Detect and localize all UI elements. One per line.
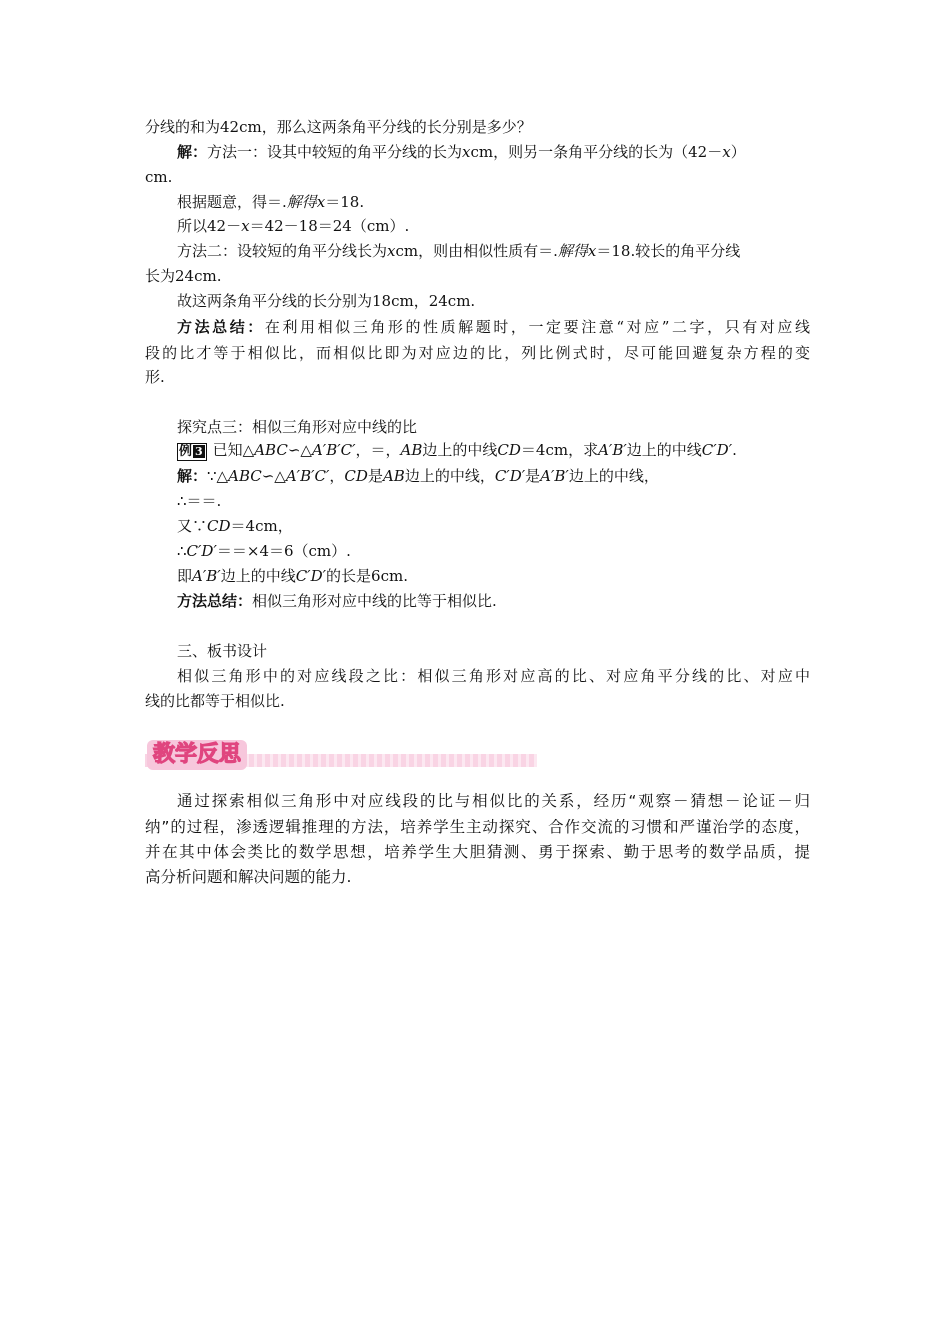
- banner-title: 教学反思: [147, 740, 247, 770]
- solution-label: 解：: [177, 143, 208, 161]
- text-line: 形.: [145, 368, 165, 386]
- example-line: 例 3 已知△ABC∽△A′B′C′，＝，AB边上的中线CD＝4cm，求A′B′边上的中线C′D′.: [179, 441, 737, 459]
- text-line: 相似三角形中的对应线段之比：相似三角形对应高的比、对应角平分线的比、对应中: [177, 667, 810, 685]
- section-heading: 三、板书设计: [177, 642, 268, 660]
- method-summary-label: 方法总结：: [177, 318, 265, 336]
- method-summary-line: 方法总结：在利用相似三角形的性质解题时，一定要注意“对应”二字，只有对应线: [177, 318, 810, 336]
- method-summary-line: 方法总结：相似三角形对应中线的比等于相似比.: [177, 592, 497, 610]
- text-line: 段的比才等于相似比，而相似比即为对应边的比，列比例式时，尽可能回避复杂方程的变: [145, 344, 810, 362]
- example-badge: 例 3: [177, 443, 207, 461]
- text-line: 方法二：设较短的角平分线长为xcm，则由相似性质有＝.解得x＝18.较长的角平分线: [177, 242, 741, 260]
- text-line: ∴＝＝.: [177, 492, 222, 510]
- text-line: 又∵CD＝4cm，: [177, 517, 293, 535]
- text-line: cm.: [145, 168, 173, 186]
- text-line: 分线的和为42cm，那么这两条角平分线的长分别是多少？: [145, 118, 532, 136]
- method-summary-label: 方法总结：: [177, 592, 253, 610]
- text-line: 根据题意，得＝.解得x＝18.: [177, 193, 365, 211]
- text-line: 长为24cm.: [145, 267, 222, 285]
- solution-line: 解：方法一：设其中较短的角平分线的长为xcm，则另一条角平分线的长为（42－x）: [177, 143, 746, 161]
- solution-line: 解：∵△ABC∽△A′B′C′，CD是AB边上的中线，C′D′是A′B′边上的中线，: [177, 467, 659, 485]
- text-line: 故这两条角平分线的长分别为18cm，24cm.: [177, 292, 476, 310]
- text-line: ∴C′D′＝＝×4＝6（cm）.: [177, 542, 351, 560]
- reflection-banner: [145, 740, 537, 770]
- solution-label: 解：: [177, 467, 208, 485]
- reflection-line: 纳”的过程，渗透逻辑推理的方法，培养学生主动探究、合作交流的习惯和严谨治学的态度，: [145, 818, 810, 836]
- text-line: 即A′B′边上的中线C′D′的长是6cm.: [177, 567, 408, 585]
- reflection-line: 并在其中体会类比的数学思想，培养学生大胆猜测、勇于探索、勤于思考的数学品质，提: [145, 843, 810, 861]
- reflection-line: 通过探索相似三角形中对应线段的比与相似比的关系，经历“观察－猜想－论证－归: [177, 792, 810, 810]
- text-line: 线的比都等于相似比.: [145, 692, 285, 710]
- text-line: 所以42－x＝42－18＝24（cm）.: [177, 217, 410, 235]
- section-heading: 探究点三：相似三角形对应中线的比: [177, 418, 418, 436]
- reflection-line: 高分析问题和解决问题的能力.: [145, 868, 352, 886]
